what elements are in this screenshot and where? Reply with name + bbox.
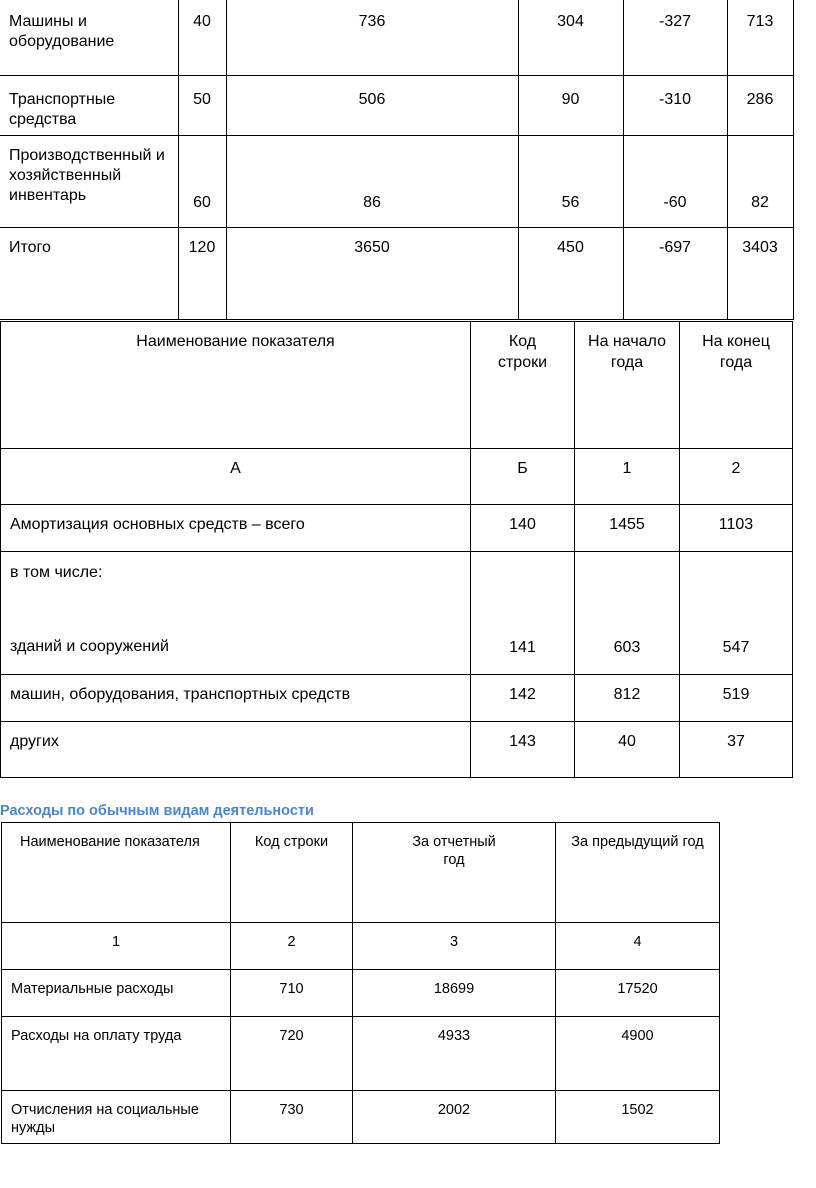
header-end: На конец года [680, 322, 793, 449]
cell: 713 [727, 0, 793, 75]
index-row [1, 449, 793, 505]
cell: 304 [518, 0, 623, 75]
cell-value: 141 [509, 639, 536, 656]
cell: 3650 [226, 227, 518, 319]
row-name: Машины и оборудование [0, 0, 178, 75]
cell: 60 [178, 135, 226, 227]
cell: 140 [471, 505, 575, 552]
cell: 450 [518, 227, 623, 319]
cell: 120 [178, 227, 226, 319]
cell: -697 [623, 227, 727, 319]
header-start: На начало года [575, 322, 680, 449]
cell: 1455 [575, 505, 680, 552]
index-cell: 1 [2, 923, 231, 970]
row-name: Производственный и хозяйственный инвентарь [0, 135, 178, 227]
row-name: Транспортные средства [0, 75, 178, 135]
cell: 40 [575, 722, 680, 778]
table-row [2, 1017, 720, 1091]
expenses-table [1, 822, 720, 1144]
cell: 56 [518, 135, 623, 227]
row-name: машин, оборудования, транспортных средств [1, 675, 471, 722]
header-code: Код строки [471, 322, 575, 449]
cell: 82 [727, 135, 793, 227]
cell: 17520 [556, 970, 720, 1017]
row-name: Амортизация основных средств – всего [1, 505, 471, 552]
row-name: Отчисления на социальные нужды [2, 1091, 231, 1144]
cell [471, 552, 575, 675]
cell [680, 552, 793, 675]
index-cell: 2 [231, 923, 353, 970]
section-heading: Расходы по обычным видам деятельности [0, 803, 314, 819]
cell: 4900 [556, 1017, 720, 1091]
cell: 90 [518, 75, 623, 135]
cell: 4933 [353, 1017, 556, 1091]
index-cell: 3 [353, 923, 556, 970]
cell: -327 [623, 0, 727, 75]
header-name: Наименование показателя [2, 823, 231, 923]
cell-value: 603 [613, 639, 641, 656]
row-name [1, 552, 471, 675]
index-cell: 1 [575, 449, 680, 505]
table-row [2, 1091, 720, 1144]
table-row [0, 227, 793, 319]
table-row [1, 675, 793, 722]
cell: 40 [178, 0, 226, 75]
cell: 506 [226, 75, 518, 135]
depreciation-table [0, 321, 793, 778]
cell-value: 547 [722, 639, 750, 656]
cell: 1103 [680, 505, 793, 552]
fixed-assets-table [0, 0, 794, 320]
header-name: Наименование показателя [1, 322, 471, 449]
header-row [1, 322, 793, 449]
header-current: За отчетный год [353, 823, 556, 923]
row-name: Материальные расходы [2, 970, 231, 1017]
header-previous: За предыдущий год [556, 823, 720, 923]
index-cell: А [1, 449, 471, 505]
table-row [1, 722, 793, 778]
table-row [0, 0, 793, 75]
table-row [1, 552, 793, 675]
cell: 18699 [353, 970, 556, 1017]
table-row [0, 75, 793, 135]
index-cell: 2 [680, 449, 793, 505]
index-cell: 4 [556, 923, 720, 970]
cell: 86 [226, 135, 518, 227]
cell: 50 [178, 75, 226, 135]
row-name: Итого [0, 227, 178, 319]
row-name: Расходы на оплату труда [2, 1017, 231, 1091]
cell: 143 [471, 722, 575, 778]
cell: 1502 [556, 1091, 720, 1144]
row-subname: зданий и сооружений [10, 638, 169, 655]
cell [575, 552, 680, 675]
cell: 142 [471, 675, 575, 722]
table-row [1, 505, 793, 552]
header-code: Код строки [231, 823, 353, 923]
cell: 519 [680, 675, 793, 722]
cell: 2002 [353, 1091, 556, 1144]
table-row [2, 970, 720, 1017]
cell: 812 [575, 675, 680, 722]
header-row [2, 823, 720, 923]
cell: -60 [623, 135, 727, 227]
cell: -310 [623, 75, 727, 135]
cell: 710 [231, 970, 353, 1017]
cell: 720 [231, 1017, 353, 1091]
index-row [2, 923, 720, 970]
subheading: в том числе: [10, 564, 103, 581]
cell: 37 [680, 722, 793, 778]
cell: 736 [226, 0, 518, 75]
index-cell: Б [471, 449, 575, 505]
cell: 3403 [727, 227, 793, 319]
row-name: других [1, 722, 471, 778]
cell: 730 [231, 1091, 353, 1144]
table-row [0, 135, 793, 227]
cell: 286 [727, 75, 793, 135]
